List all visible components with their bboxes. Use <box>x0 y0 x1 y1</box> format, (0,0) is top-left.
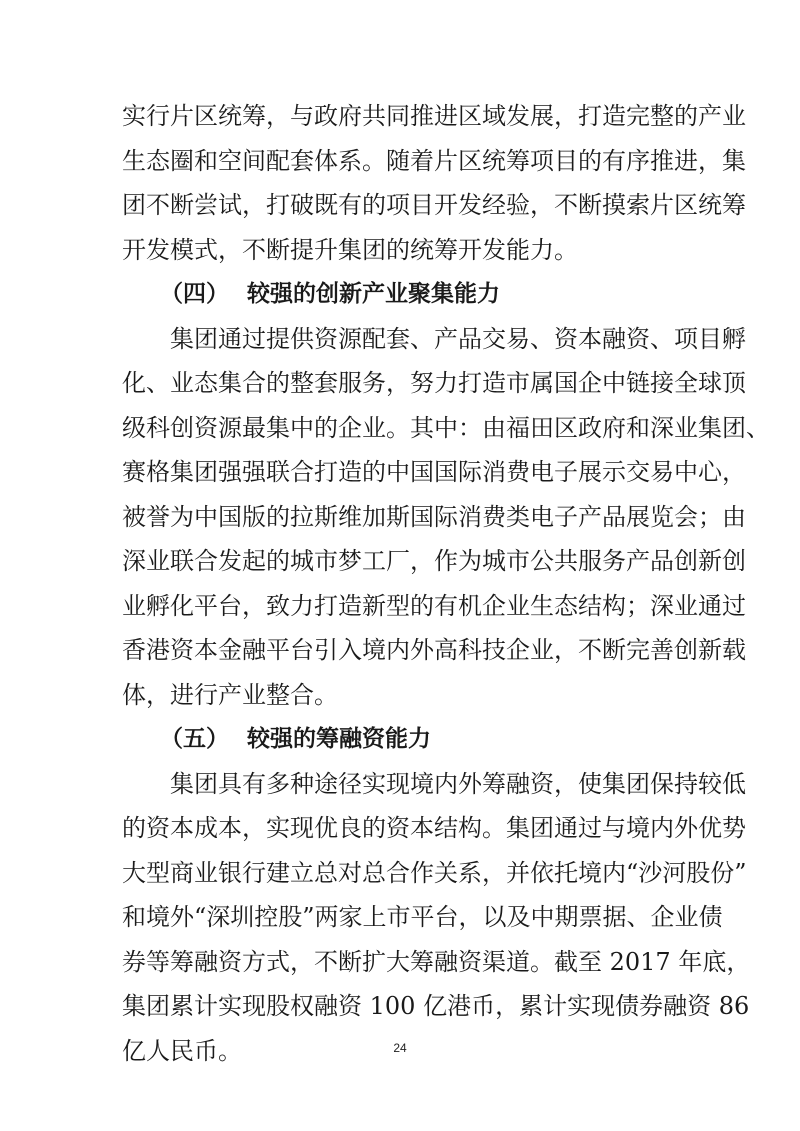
paragraph-line: 集团通过提供资源配套、产品交易、资本融资、项目孵 <box>170 325 746 353</box>
paragraph-line: 和境外“深圳控股”两家上市平台，以及中期票据、企业债 <box>122 903 723 931</box>
paragraph-line: 香港资本金融平台引入境内外高科技企业，不断完善创新载 <box>122 636 746 664</box>
section-title: 较强的创新产业聚集能力 <box>247 281 500 307</box>
paragraph-line: 级科创资源最集中的企业。其中：由福田区政府和深业集团、 <box>122 414 770 442</box>
paragraph-line: 生态圈和空间配套体系。随着片区统筹项目的有序推进，集 <box>122 147 746 175</box>
paragraph-line: 体，进行产业整合。 <box>122 681 338 709</box>
paragraph-line: 深业联合发起的城市梦工厂，作为城市公共服务产品创新创 <box>122 547 746 575</box>
paragraph-line: 赛格集团强强联合打造的中国国际消费电子展示交易中心， <box>122 458 746 486</box>
paragraph-line: 实行片区统筹，与政府共同推进区域发展，打造完整的产业 <box>122 102 746 130</box>
section-heading-5 <box>160 724 431 754</box>
paragraph-line: 亿人民币。 <box>122 1037 242 1065</box>
section-heading-4 <box>160 279 500 309</box>
paragraph-line: 业孵化平台，致力打造新型的有机企业生态结构；深业通过 <box>122 592 746 620</box>
section-title: 较强的筹融资能力 <box>247 726 431 752</box>
paragraph-line: 的资本成本，实现优良的资本结构。集团通过与境内外优势 <box>122 814 746 842</box>
paragraph-line: 开发模式，不断提升集团的统筹开发能力。 <box>122 236 578 264</box>
paragraph-line: 券等筹融资方式，不断扩大筹融资渠道。截至 2017 年底， <box>122 948 751 976</box>
paragraph-line: 团不断尝试，打破既有的项目开发经验，不断摸索片区统筹 <box>122 191 746 219</box>
paragraph-line: 大型商业银行建立总对总合作关系，并依托境内“沙河股份” <box>122 859 747 887</box>
section-number: （五） <box>160 726 229 752</box>
paragraph-line: 集团累计实现股权融资 100 亿港币，累计实现债券融资 86 <box>122 992 750 1020</box>
paragraph-line: 集团具有多种途径实现境内外筹融资，使集团保持较低 <box>170 770 746 798</box>
paragraph-line: 化、业态集合的整套服务，努力打造市属国企中链接全球顶 <box>122 369 746 397</box>
page-number: 24 <box>393 1041 407 1055</box>
paragraph-line: 被誉为中国版的拉斯维加斯国际消费类电子产品展览会；由 <box>122 503 746 531</box>
section-number: （四） <box>160 281 229 307</box>
